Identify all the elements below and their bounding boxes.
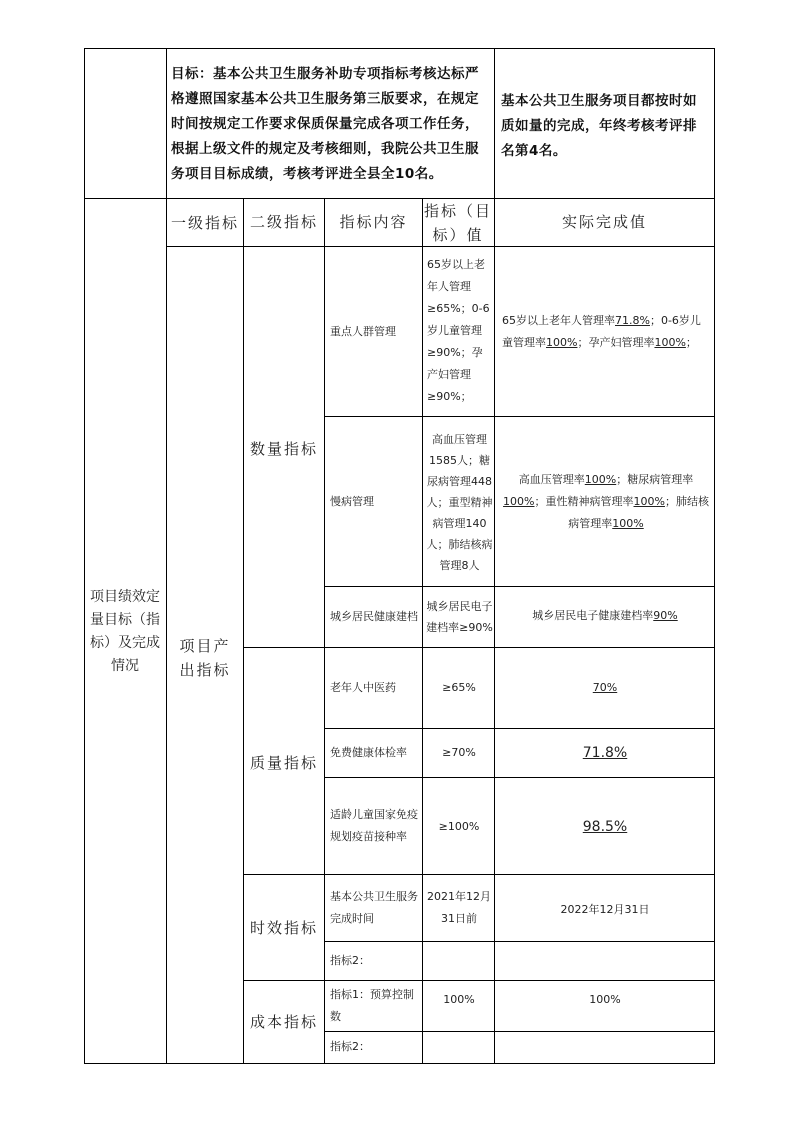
row8-target xyxy=(424,949,494,973)
row1-target: 65岁以上老年人管理≥65%；0-6岁儿童管理≥90%；孕产妇管理≥90%； xyxy=(427,258,490,403)
header-target: 指标（目标）值 xyxy=(424,201,493,244)
row3-actual: 城乡居民电子健康建档率90% xyxy=(532,609,678,622)
header-level1: 一级指标 xyxy=(170,213,239,232)
target-description: 目标：基本公共卫生服务补助专项指标考核达标严格遵照国家基本公共卫生服务第三版要求，在规定时间按规定工作要求保质保量完成各项工作任务，根据上级文件的规定及考核细则，我院公共卫生服务项目目标成绩，考核考评进全县全10名。 xyxy=(171,65,479,182)
section-label: 项目绩效定量目标（指标）及完成情况 xyxy=(90,589,160,674)
row6-actual: 98.5% xyxy=(582,818,628,835)
row7-target: 2021年12月31日前 xyxy=(427,890,491,925)
row9-target: 100% xyxy=(443,993,475,1006)
row7-actual: 2022年12月31日 xyxy=(560,903,650,916)
row3-target: 城乡居民电子建档率≥90% xyxy=(426,600,493,634)
row8-actual xyxy=(496,949,714,973)
row3-content: 城乡居民健康建档 xyxy=(330,610,418,623)
header-level2: 二级指标 xyxy=(249,213,318,231)
row9-content: 指标1：预算控制数 xyxy=(330,988,414,1023)
row2-target: 高血压管理1585人；糖尿病管理448人；重型精神病管理140人；肺结核病管理8人 xyxy=(426,432,493,572)
row10-content: 指标2： xyxy=(330,1040,370,1053)
row9-actual: 100% xyxy=(589,993,621,1006)
level1-output-indicator: 项目产出指标 xyxy=(179,637,231,679)
actual-summary: 基本公共卫生服务项目都按时如质如量的完成，年终考核考评排名第4名。 xyxy=(501,92,697,159)
group-timeliness: 时效指标 xyxy=(249,919,318,937)
row10-actual xyxy=(496,1035,714,1059)
header-actual: 实际完成值 xyxy=(561,213,647,231)
row5-target: ≥70% xyxy=(442,746,476,759)
row4-target: ≥65% xyxy=(442,681,476,694)
row8-content: 指标2： xyxy=(330,954,370,967)
header-content: 指标内容 xyxy=(339,213,408,231)
row2-content: 慢病管理 xyxy=(330,495,374,508)
row5-actual: 71.8% xyxy=(582,744,628,761)
group-quantity: 数量指标 xyxy=(249,440,318,458)
row2-actual: 高血压管理率100%；糖尿病管理率100%；重性精神病管理率100%；肺结核病管理率100% xyxy=(503,473,709,530)
row6-target: ≥100% xyxy=(438,820,480,833)
row4-actual: 70% xyxy=(592,681,618,694)
row1-content: 重点人群管理 xyxy=(330,325,396,338)
row6-content: 适龄儿童国家免疫规划疫苗接种率 xyxy=(330,808,418,843)
row5-content: 免费健康体检率 xyxy=(330,746,407,759)
row4-content: 老年人中医药 xyxy=(330,681,396,694)
row10-target xyxy=(424,1035,494,1059)
group-cost: 成本指标 xyxy=(249,1013,318,1031)
row7-content: 基本公共卫生服务完成时间 xyxy=(330,890,418,925)
row1-actual: 65岁以上老年人管理率71.8%；0-6岁儿童管理率100%；孕产妇管理率100%； xyxy=(502,314,701,349)
group-quality: 质量指标 xyxy=(249,754,318,772)
